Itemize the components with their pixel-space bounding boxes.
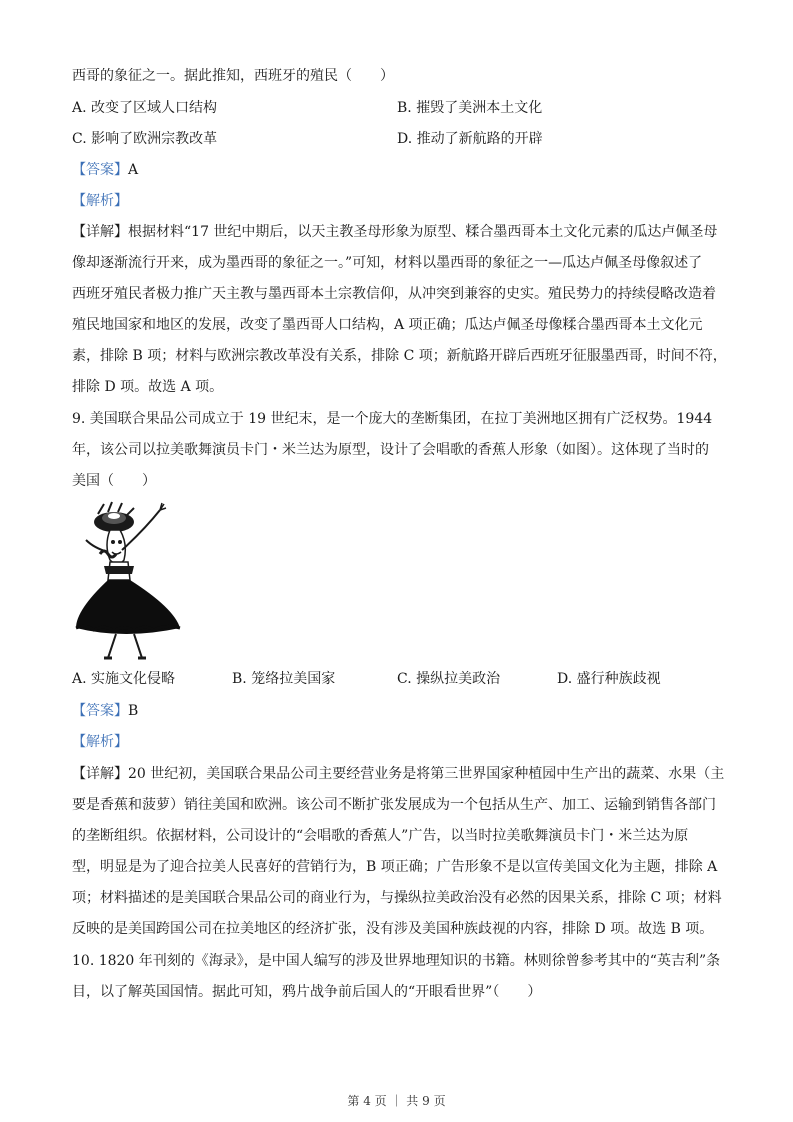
- q8-detail-line-4: 殖民地国家和地区的发展，改变了墨西哥人口结构，A 项正确；瓜达卢佩圣母像糅合墨西哥本土文化元: [72, 317, 703, 333]
- q8-option-c: C. 影响了欧洲宗教改革: [72, 131, 218, 147]
- q8-detail-text: 根据材料“17 世纪中期后，以天主教圣母形象为原型、糅合墨西哥本土文化元素的瓜达卢佩圣母: [128, 224, 718, 240]
- q9-detail-line-2: 要是香蕉和菠萝）销往美国和欧洲。该公司不断扩张发展成为一个包括从生产、加工、运输到销售各部门: [72, 797, 716, 813]
- q8-option-a: A. 改变了区域人口结构: [72, 100, 218, 116]
- q9-detail-text: 20 世纪初，美国联合果品公司主要经营业务是将第三世界国家种植园中生产出的蔬菜、水果（主: [128, 766, 725, 782]
- q9-detail-line-1: [72, 764, 724, 784]
- q9-option-b: B. 笼络拉美国家: [232, 671, 336, 687]
- q10-stem-line-2: 目，以了解英国国情。据此可知，鸦片战争前后国人的“开眼看世界”（ ）: [72, 984, 542, 1000]
- q8-option-d: D. 推动了新航路的开辟: [397, 131, 543, 147]
- q9-detail-line-6: 反映的是美国跨国公司在拉美地区的经济扩张，没有涉及美国种族歧视的内容，排除 D 项。故选 B 项。: [72, 921, 714, 937]
- q8-option-b: B. 摧毁了美洲本土文化: [397, 100, 543, 116]
- banana-figure-illustration: [74, 500, 186, 662]
- q9-option-d: D. 盛行种族歧视: [557, 671, 661, 687]
- q9-detail-line-4: 型，明显是为了迎合拉美人民喜好的营销行为，B 项正确；广告形象不是以宣传美国文化为主题，排除 A: [72, 859, 718, 875]
- q8-analysis-tag: 【解析】: [72, 193, 128, 209]
- q9-analysis-tag: 【解析】: [72, 734, 128, 750]
- q8-answer-value: A: [128, 162, 139, 178]
- q9-stem-line-2: 年，该公司以拉美歌舞演员卡门・米兰达为原型，设计了会唱歌的香蕉人形象（如图）。这体现了当时的: [72, 442, 709, 458]
- q9-answer: [72, 701, 138, 721]
- q9-answer-tag: 【答案】: [72, 703, 128, 719]
- q9-option-c: C. 操纵拉美政治: [397, 671, 501, 687]
- q8-analysis: [72, 191, 128, 211]
- q8-detail-tag: 【详解】: [72, 224, 128, 240]
- q8-detail-line-6: 排除 D 项。故选 A 项。: [72, 379, 224, 395]
- q10-stem-line-1: 10. 1820 年刊刻的《海录》，是中国人编写的涉及世界地理知识的书籍。林则徐曾参考其中的“英吉利”条: [72, 953, 721, 969]
- q9-detail-tag: 【详解】: [72, 766, 128, 782]
- q8-detail-line-5: 素，排除 B 项；材料与欧洲宗教改革没有关系，排除 C 项；新航路开辟后西班牙征服墨西哥，时间不符，: [72, 348, 727, 364]
- q9-stem-line-1: 9. 美国联合果品公司成立于 19 世纪末，是一个庞大的垄断集团，在拉丁美洲地区拥有广泛权势。1944: [72, 411, 713, 427]
- q9-answer-value: B: [128, 703, 139, 719]
- q9-analysis: [72, 732, 128, 752]
- q9-detail-line-3: 的垄断组织。依据材料，公司设计的“会唱歌的香蕉人”广告，以当时拉美歌舞演员卡门・米兰达为原: [72, 828, 689, 844]
- q8-answer-tag: 【答案】: [72, 162, 128, 178]
- page-number-footer: 第 4 页 ｜ 共 9 页: [347, 1094, 446, 1108]
- q8-detail-line-1: [72, 222, 717, 242]
- q8-detail-line-3: 西班牙殖民者极力推广天主教与墨西哥本土宗教信仰，从冲突到兼容的史实。殖民势力的持续侵略改造着: [72, 286, 716, 302]
- q9-detail-line-5: 项；材料描述的是美国联合果品公司的商业行为，与操纵拉美政治没有必然的因果关系，排除 C 项；材料: [72, 890, 722, 906]
- q8-stem-tail: 西哥的象征之一。据此推知，西班牙的殖民（ ）: [72, 68, 394, 84]
- q8-answer: [72, 160, 138, 180]
- q8-detail-line-2: 像却逐渐流行开来，成为墨西哥的象征之一。”可知，材料以墨西哥的象征之一—瓜达卢佩圣母像叙述了: [72, 255, 703, 271]
- q9-option-a: A. 实施文化侵略: [72, 671, 176, 687]
- q9-stem-line-3: 美国（ ）: [72, 473, 156, 489]
